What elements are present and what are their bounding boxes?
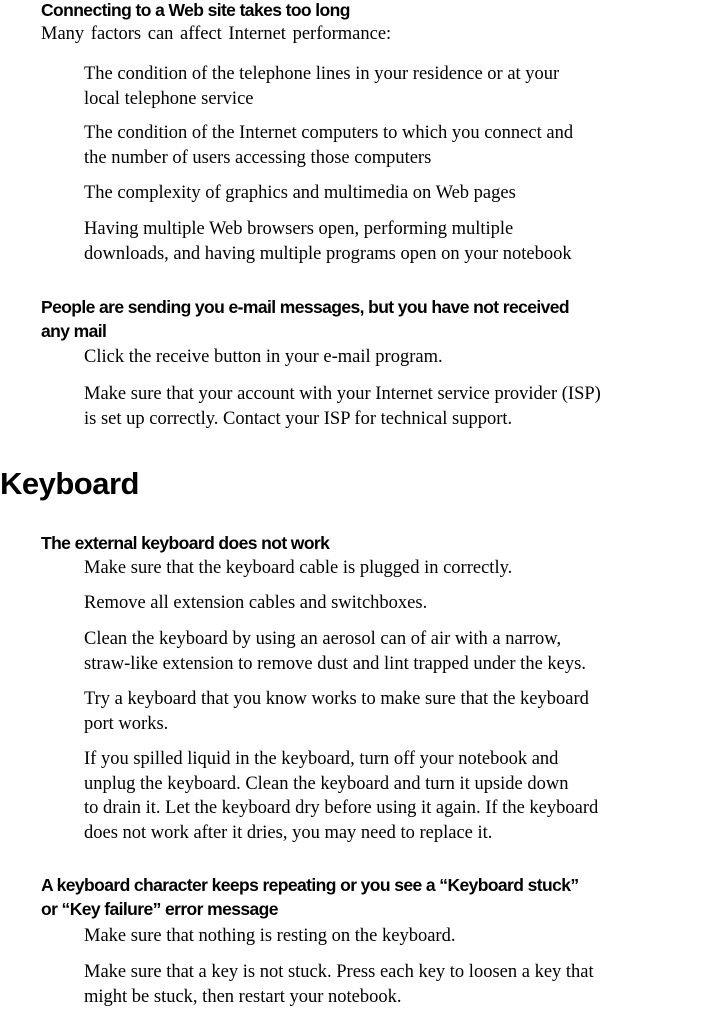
- section-heading-key-repeating: [41, 873, 711, 921]
- list-item: [84, 556, 716, 581]
- section-heading-email: [41, 295, 711, 343]
- heading-line: People are sending you e-mail messages, but you have not received: [41, 295, 711, 319]
- text-line: to drain it. Let the keyboard dry before using it again. If the keyboard: [84, 796, 716, 821]
- text-line: Make sure that your account with your Internet service provider (ISP): [84, 382, 716, 407]
- text-line: local telephone service: [84, 87, 716, 112]
- heading-line: any mail: [41, 319, 711, 343]
- section-intro: Many factors can affect Internet performance:: [41, 22, 391, 46]
- text-line: If you spilled liquid in the keyboard, turn off your notebook and: [84, 747, 716, 772]
- text-line: is set up correctly. Contact your ISP for technical support.: [84, 407, 716, 432]
- list-item: [84, 687, 716, 736]
- chapter-title: Keyboard: [0, 465, 139, 503]
- text-line: Clean the keyboard by using an aerosol can of air with a narrow,: [84, 627, 716, 652]
- list-item: [84, 747, 716, 845]
- text-line: might be stuck, then restart your notebook.: [84, 985, 716, 1009]
- text-line: the number of users accessing those computers: [84, 146, 716, 171]
- text-line: Click the receive button in your e-mail program.: [84, 345, 716, 370]
- text-line: port works.: [84, 712, 716, 737]
- text-line: downloads, and having multiple programs open on your notebook: [84, 242, 716, 267]
- text-line: Make sure that the keyboard cable is plugged in correctly.: [84, 556, 716, 581]
- list-item: [84, 181, 716, 206]
- text-line: Make sure that nothing is resting on the keyboard.: [84, 924, 716, 949]
- text-line: Try a keyboard that you know works to make sure that the keyboard: [84, 687, 716, 712]
- text-line: unplug the keyboard. Clean the keyboard and turn it upside down: [84, 772, 716, 797]
- list-item: [84, 924, 716, 949]
- list-item: [84, 382, 716, 431]
- text-line: straw-like extension to remove dust and lint trapped under the keys.: [84, 652, 716, 677]
- text-line: Having multiple Web browsers open, performing multiple: [84, 217, 716, 242]
- section-heading-web-slow: Connecting to a Web site takes too long: [41, 0, 711, 22]
- text-line: The condition of the telephone lines in your residence or at your: [84, 62, 716, 87]
- text-line: The complexity of graphics and multimedia on Web pages: [84, 181, 716, 206]
- section-heading-external-keyboard: The external keyboard does not work: [41, 531, 711, 555]
- list-item: [84, 960, 716, 1009]
- text-line: Remove all extension cables and switchboxes.: [84, 591, 716, 616]
- text-line: does not work after it dries, you may need to replace it.: [84, 821, 716, 846]
- heading-line: A keyboard character keeps repeating or you see a “Keyboard stuck”: [41, 873, 711, 897]
- text-line: The condition of the Internet computers to which you connect and: [84, 121, 716, 146]
- list-item: [84, 121, 716, 170]
- heading-line: or “Key failure” error message: [41, 897, 711, 921]
- list-item: [84, 345, 716, 370]
- list-item: [84, 217, 716, 266]
- list-item: [84, 627, 716, 676]
- list-item: [84, 62, 716, 111]
- list-item: [84, 591, 716, 616]
- text-line: Make sure that a key is not stuck. Press each key to loosen a key that: [84, 960, 716, 985]
